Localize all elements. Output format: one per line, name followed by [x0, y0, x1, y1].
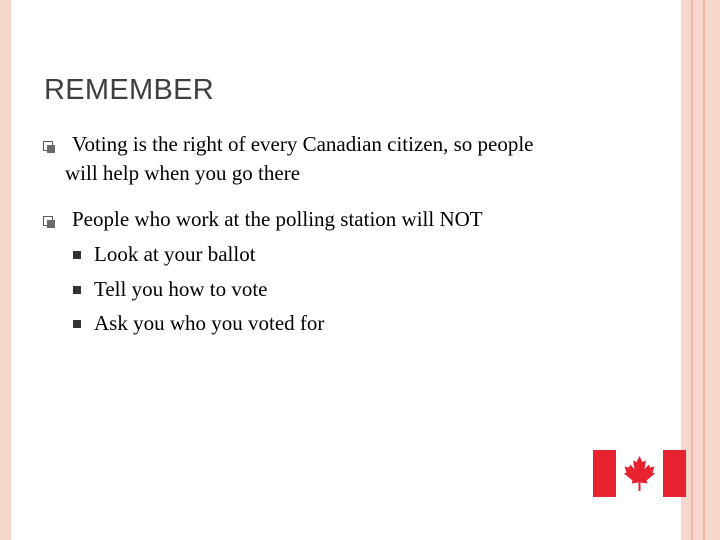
bullet-1-line-2: will help when you go there: [65, 161, 301, 185]
frame-line-right: [703, 0, 705, 540]
square-bullet-icon: [73, 320, 81, 328]
sub-item-2: Tell you how to vote: [94, 277, 268, 301]
bullet-1-line-1: Voting is the right of every Canadian citizen, so people: [72, 132, 534, 156]
sub-item-1: Look at your ballot: [94, 242, 256, 266]
sub-item-3: Ask you who you voted for: [94, 311, 325, 335]
frame-line-left: [691, 0, 693, 540]
square-bullet-icon: [73, 251, 81, 259]
square-bullet-icon: [73, 286, 81, 294]
canada-flag-icon: [593, 450, 686, 497]
bullet-2-text: People who work at the polling station will NOT: [72, 207, 483, 231]
checkbox-square-icon: [43, 216, 53, 226]
slide-title: REMEMBER: [44, 74, 214, 106]
checkbox-square-icon: [43, 141, 53, 151]
